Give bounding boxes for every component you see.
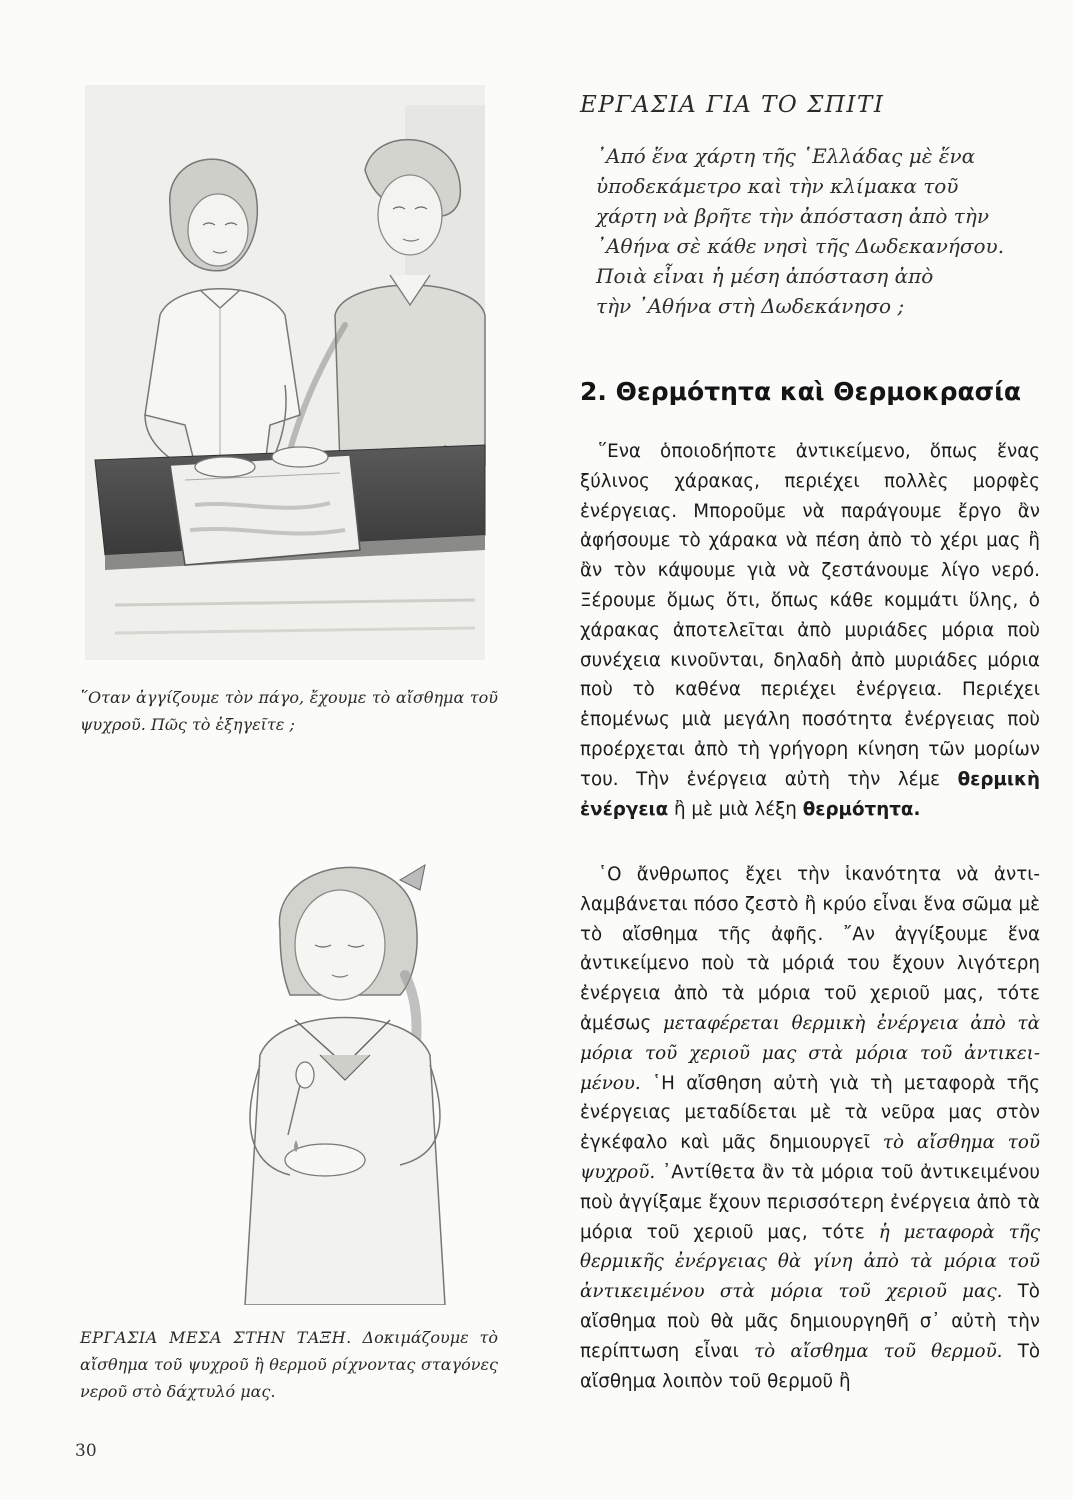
paragraph-2-text-3: ᾿Αντίθετα ἂν τὰ μόρια τοῦ ἀντικειμένου ποὺ ἀγγίξαμε ἔχουν περισσότερη ἐνέργεια ἀπὸ τὰ μόρια τοῦ χεριοῦ μας, τότε	[580, 1161, 1041, 1243]
paragraph-2-italic-1: μεταφέρεται θερμικὴ ἐνέργεια ἀπὸ τὰ μόρια τοῦ χεριοῦ μας στὰ μόρια τοῦ ἀντικειμένου.	[580, 1012, 1040, 1094]
homework-title: ΕΡΓΑΣΙΑ ΓΙΑ ΤΟ ΣΠΙΤΙ	[580, 92, 885, 118]
paragraph-2-text-5: Τὸ αἴσθημα λοιπὸν τοῦ θερμοῦ ἢ	[580, 1340, 1041, 1392]
term-heat: θερμότητα.	[802, 798, 921, 820]
caption-class-activity-label: ΕΡΓΑΣΙΑ ΜΕΣΑ ΣΤΗΝ ΤΑΞΗ.	[80, 1328, 352, 1347]
section-title: 2. Θερμότητα καὶ Θερμοκρασία	[580, 377, 1022, 406]
water-drop-illustration-drawing	[200, 835, 490, 1305]
ice-illustration-drawing	[75, 85, 495, 660]
paragraph-2-text-4: Τὸ αἴσθημα ποὺ θὰ μᾶς δημιουργηθῆ σ᾿ αὐτὴ τὴν περίπτωση εἶναι	[580, 1281, 1040, 1362]
illustration-girl-water-drops	[200, 835, 490, 1305]
caption-ice: ῞Οταν ἀγγίζουμε τὸν πάγο, ἔχουμε τὸ αἴσθημα τοῦ ψυχροῦ. Πῶς τὸ ἐξηγεῖτε ;	[80, 688, 498, 734]
paragraph-2-text-1: ῾Ο ἄνθρωπος ἔχει τὴν ἱκανότητα νὰ ἀντιλαμβάνεται πόσο ζεστὸ ἢ κρύο εἶναι ἕνα σῶμα μὲ τὸ αἴσθημα τῆς ἀφῆς. ῎Αν ἀγγίξουμε ἕνα ἀντικείμενο ποὺ τὰ μόριά του ἔχουν λιγότερη ἐνέργεια ἀπὸ τὰ μόρια τοῦ χεριοῦ μας, τότε ἀμέσως	[580, 864, 1040, 1034]
page-number: 30	[75, 1441, 97, 1461]
paragraph-1-mid: ἢ μὲ μιὰ λέξη	[674, 798, 797, 820]
paragraph-2-italic-2: τὸ αἴσθημα τοῦ ψυχροῦ.	[580, 1132, 1041, 1183]
paragraph-2-text-2: ῾Η αἴσθηση αὐτὴ γιὰ τὴ μεταφορὰ τῆς ἐνέργειας μεταδίδεται μὲ τὰ νεῦρα μας στὸν ἐγκέφαλο καὶ μᾶς δημιουργεῖ	[580, 1072, 1040, 1154]
term-thermal-energy: θερμικὴ ἐνέργεια	[580, 768, 1041, 820]
caption-class-activity-text: Δοκιμάζουμε τὸ αἴσθημα τοῦ ψυχροῦ ἢ θερμοῦ ρίχνοντας σταγόνες νεροῦ στὸ δάχτυλό μας.	[80, 1328, 499, 1401]
paragraph-2-italic-4: τὸ αἴσθημα τοῦ θερμοῦ.	[754, 1340, 1003, 1362]
illustration-children-touching-ice	[75, 85, 495, 660]
paragraph-heat-energy	[580, 437, 1040, 824]
paragraph-2-italic-3: ἡ μεταφορὰ τῆς θερμικῆς ἐνέργειας θὰ γίνη ἀπὸ τὰ μόρια τοῦ ἀντικειμένου στὰ μόρια τοῦ χεριοῦ μας.	[580, 1221, 1040, 1303]
paragraph-1-text: ῞Ενα ὁποιοδήποτε ἀντικείμενο, ὅπως ἕνας ξύλινος χάρακας, περιέχει πολλὲς μορφὲς ἐνέργειας. Μποροῦμε νὰ παράγουμε ἔργο ἂν ἀφήσουμε τὸ χάρακα νὰ πέση ἀπὸ τὸ χέρι μας ἢ ἂν τὸν κάψουμε γιὰ νὰ ζεστάνουμε λίγο νερό. Ξέρουμε ὅμως ὅτι, ὅπως κάθε κομμάτι ὕλης, ὁ χάρακας ἀποτελεῖται ἀπὸ μυριάδες μόρια ποὺ συνέχεια κινοῦνται, δηλαδὴ ἀπὸ μυριάδες μόρια ποὺ τὸ καθένα περιέχει ἐνέργεια. Περιέχει ἑπομένως μιὰ μεγάλη ποσότητα ἐνέργειας ποὺ προέρχεται ἀπὸ τὴ γρήγορη κίνηση τῶν μορίων του. Τὴν ἐνέργεια αὐτὴ τὴν λέμε	[580, 441, 1040, 790]
homework-text: ᾿Από ἕνα χάρτη τῆς ῾Ελλάδας μὲ ἕνα ὑποδεκάμετρο καὶ τὴν κλίμακα τοῦ χάρτη νὰ βρῆτε τὴν ἀπόσταση ἀπὸ τὴν ᾿Αθήνα σὲ κάθε νησὶ τῆς Δωδεκανήσου. Ποιὰ εἶναι ἡ μέση ἀπόσταση ἀπὸ τὴν ᾿Αθήνα στὴ Δωδεκάνησο ;	[596, 144, 1005, 318]
caption-class-activity	[80, 1324, 498, 1405]
paragraph-sense-of-touch	[580, 860, 1040, 1396]
